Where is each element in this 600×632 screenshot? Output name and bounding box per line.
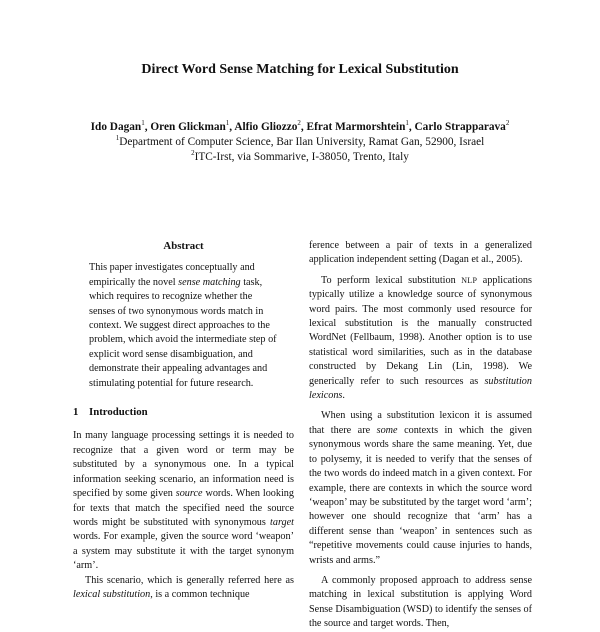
body-paragraph: In many language processing settings it is needed to recognize that a given word or term may be substituted by a synonymous one. In a typical information seeking scenario, an information need is specified by some given source words. When looking for texts that match the specified need the source words might be substituted with synonymous target words. For example, given the source word ‘weapon’ a system may substitute it with the target synonym ‘arm’.	[73, 430, 294, 572]
author: Oren Glickman$^1$,	[150, 119, 235, 133]
author: Ido Dagan$^1$,	[90, 119, 151, 133]
author: Carlo Strapparava$^2$	[414, 119, 510, 133]
author-list	[0, 119, 600, 133]
body-paragraph: To perform lexical substitution NLP applications typically utilize a knowledge source of synonymous word pairs. The most commonly used resource for lexical substitution is the manually constructed WordNet (Fellbaum, 1998). Another option is to use statistical word similarities, such as in the database constructed by Dekang Lin (Lin, 1998). We generically refer to such resources as substitution lexicons.	[309, 274, 532, 402]
abstract-heading: Abstract	[163, 240, 204, 252]
right-column	[309, 239, 532, 632]
body-paragraph: A commonly proposed approach to address sense matching in lexical substitution is applying Word Sense Disambiguation (WSD) to identify the senses of the source and target words. Then,	[309, 574, 532, 630]
paper-title: Direct Word Sense Matching for Lexical Substitution	[141, 62, 459, 77]
author: Efrat Marmorshtein$^1$,	[306, 119, 415, 133]
author: Alfio Gliozzo$^2$,	[234, 119, 307, 133]
affiliation: $^1$Department of Computer Science, Bar Ilan University, Ramat Gan, 52900, Israel	[115, 134, 485, 148]
left-column	[73, 239, 294, 602]
body-paragraph: ference between a pair of texts in a generalized application independent setting (Dagan et al., 2005).	[309, 240, 532, 266]
abstract-text: This paper investigates conceptually and empirically the novel sense matching task, which requires to recognize whether the senses of two synonymous words match in context. We suggest direct approaches to the problem, which avoid the intermediate step of explicit word sense disambiguation, and demonstrate their appealing advantages and stimulating potential for future research.	[89, 262, 277, 389]
section-heading: 1 Introduction	[73, 406, 148, 419]
affiliation: $^2$ITC-Irst, via Sommarive, I-38050, Trento, Italy	[191, 149, 409, 163]
body-paragraph: When using a substitution lexicon it is assumed that there are some contexts in which the given synonymous words share the same meaning. Yet, due to polysemy, it is needed to verify that the senses of the two words do indeed match in a given context. For example, there are contexts in which the source word ‘weapon’ may be substituted by the target word ‘arm’; however one should recognize that ‘arm’ has a different sense than ‘weapon’ in sentences such as “repetitive movements could cause injuries to hands, wrists and arms.”	[309, 410, 532, 566]
body-paragraph: This scenario, which is generally referred here as lexical substitution, is a common technique	[73, 574, 294, 600]
